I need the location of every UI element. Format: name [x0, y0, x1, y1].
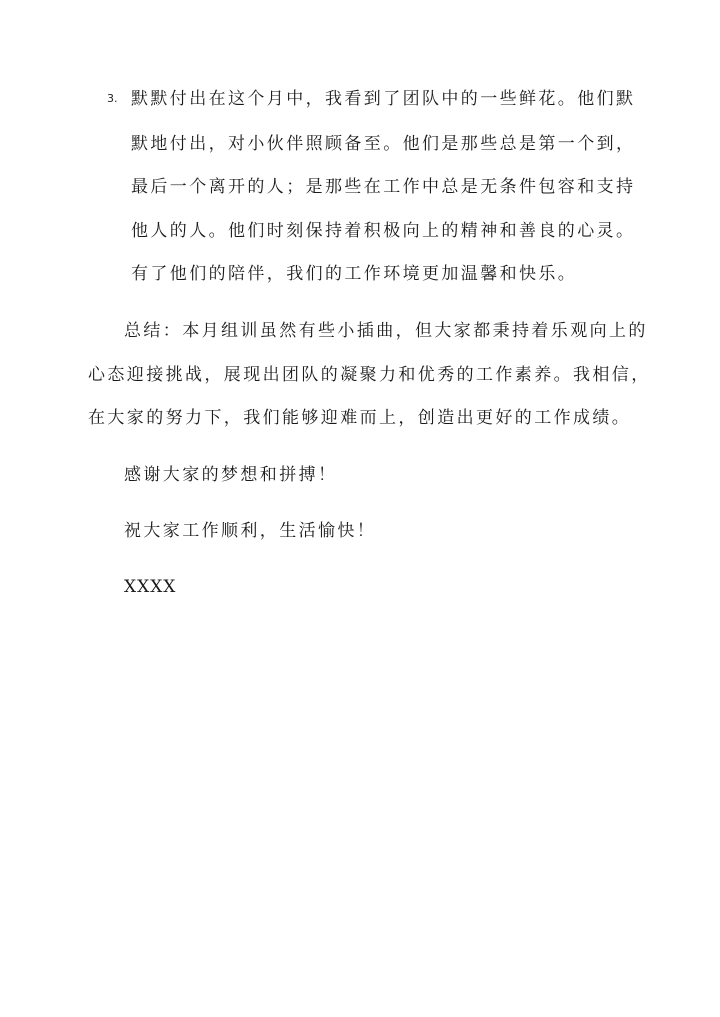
- summary-line-3: 在大家的努力下，我们能够迎难而上，创造出更好的工作成绩。: [88, 408, 632, 428]
- wishes-line: 祝大家工作顺利，生活愉快！: [124, 521, 377, 541]
- list-item-line-5: 有了他们的陪伴，我们的工作环境更加温馨和快乐。: [131, 264, 578, 284]
- signature: XXXX: [124, 577, 177, 597]
- thanks-line: 感谢大家的梦想和拼搏！: [124, 465, 338, 485]
- list-item-line-1: 默默付出在这个月中，我看到了团队中的一些鲜花。他们默: [131, 89, 636, 109]
- summary-line-1: 总结：本月组训虽然有些小插曲，但大家都秉持着乐观向上的: [124, 321, 648, 341]
- list-item-line-4: 他人的人。他们时刻保持着积极向上的精神和善良的心灵。: [131, 221, 636, 241]
- summary-line-2: 心态迎接挑战，展现出团队的凝聚力和优秀的工作素养。我相信，: [88, 365, 651, 385]
- list-item-line-2: 默地付出，对小伙伴照顾备至。他们是那些总是第一个到，: [131, 134, 636, 154]
- list-item-line-3: 最后一个离开的人；是那些在工作中总是无条件包容和支持: [131, 177, 636, 197]
- list-item-number: 3.: [107, 92, 118, 105]
